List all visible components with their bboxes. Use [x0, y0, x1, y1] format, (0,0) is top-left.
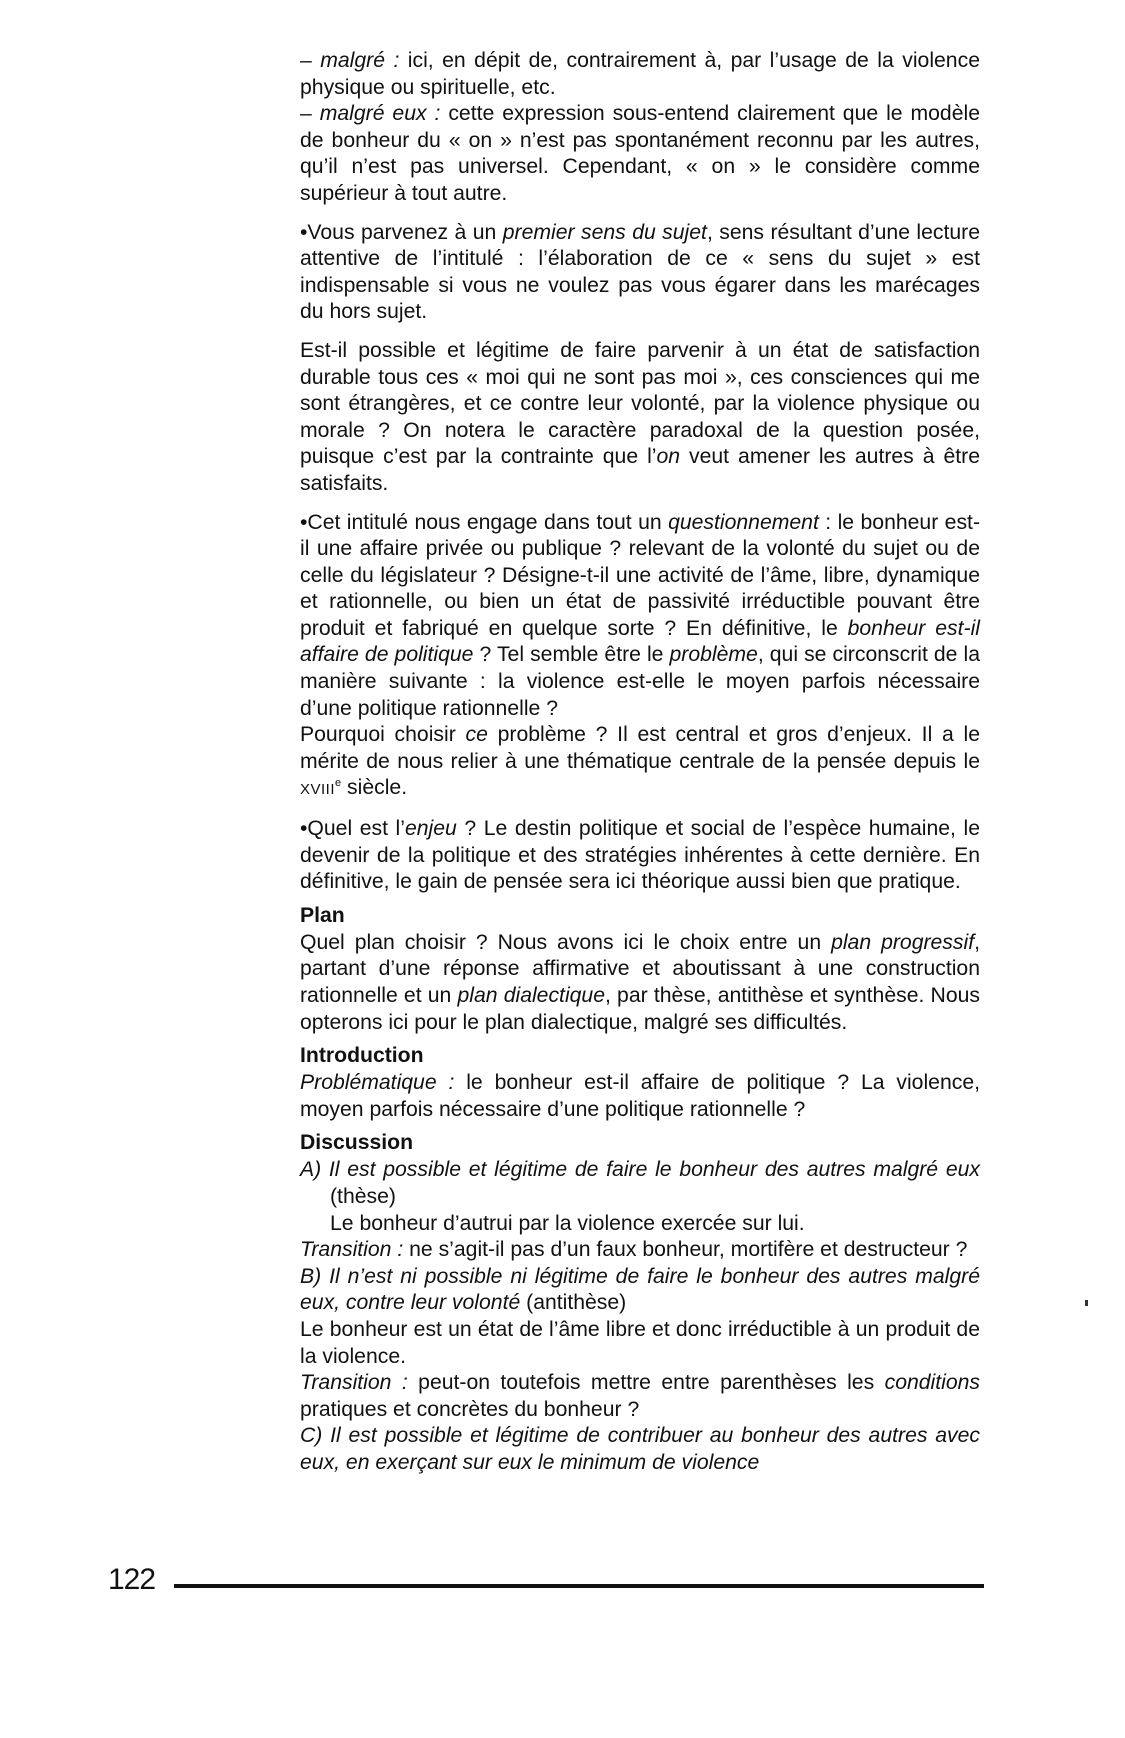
- scan-mark: [1085, 1300, 1088, 1306]
- emphasis: plan progressif: [831, 930, 975, 954]
- text-run: pratiques et concrètes du bonheur ?: [300, 1397, 640, 1421]
- page-body: [300, 48, 980, 1477]
- label-problematique: Problématique :: [300, 1071, 455, 1095]
- definition-text: ici, en dépit de, contrairement à, par l’usage de la violence physique ou spirituelle, etc.: [300, 49, 980, 99]
- superscript: e: [335, 777, 342, 790]
- text-run: Pourquoi choisir: [300, 723, 466, 747]
- century-numeral: XVIII: [300, 781, 336, 799]
- emphasis: premier sens du sujet: [502, 220, 707, 244]
- paragraph-question: [300, 338, 980, 498]
- text-run: veut amener les autres à être satisfaits.: [300, 445, 980, 495]
- section-title: A) Il est possible et légitime de faire le bonheur des autres malgré eux: [300, 1158, 980, 1182]
- text-run: peut-on toutefois mettre entre parenthèses les: [407, 1371, 885, 1395]
- transition-2: [300, 1370, 980, 1423]
- text-run: ? Le destin politique et social de l’espèce humaine, le devenir de la politique et des stratégies inhérentes à cette dernière. En définitive, le gain de pensée sera ici théorique aussi bien que pratique.: [300, 817, 980, 894]
- section-c-title: [300, 1423, 980, 1476]
- section-a-title: [300, 1157, 980, 1210]
- paragraph-problematique: [300, 1070, 980, 1123]
- emphasis: enjeu: [404, 817, 457, 841]
- text-run: : le bonheur est-il une affaire privée ou publique ? relevant de la volonté du sujet ou de celle du législateur ? Désigne-t-il une activité de l’âme, libre, dynamique et rationnelle, ou bien un état de passivité irréductible pouvant être produit et fabriqué en quelque sorte ? En définitive, le: [300, 510, 980, 640]
- term-malgre-eux: – malgré eux :: [300, 102, 441, 126]
- text-run: Est-il possible et légitime de faire parvenir à un état de satisfaction durable tous ces « moi qui ne sont pas moi », ces consciences qui me sont étrangères, et ce contre leur volonté, par la violence physique ou morale ? On notera le caractère paradoxal de la question posée, puisque c’est par la contrainte que l’: [300, 338, 980, 469]
- section-title: C) Il est possible et légitime de contribuer au bonheur des autres avec eux, en exerçant sur eux le minimum de violence: [300, 1424, 980, 1474]
- paragraph-enjeu: [300, 816, 980, 896]
- emphasis: problème: [669, 643, 758, 667]
- definition-malgre: [300, 48, 980, 101]
- definition-text: cette expression sous-entend clairement que le modèle de bonheur du « on » n’est pas spontanément reconnu par les autres, qu’il n’est pas universel. Cependant, « on » le considère comme supérieur à tout autre.: [300, 102, 980, 205]
- heading-plan: Plan: [300, 903, 345, 927]
- text-run: , sens résultant d’une lecture attentive de l’intitulé : l’élaboration de ce « sens du sujet » est indispensable si vous ne voulez pas vous égarer dans les marécages du hors sujet.: [300, 220, 980, 324]
- paragraph-pourquoi: [300, 722, 980, 804]
- text-run: siècle.: [341, 776, 408, 800]
- paragraph-questionnement: [300, 510, 980, 723]
- label-transition: Transition :: [300, 1371, 408, 1395]
- page-footer: [108, 1560, 978, 1600]
- text-run: le bonheur est-il affaire de politique ? La violence, moyen parfois nécessaire d’une politique rationnelle ?: [300, 1071, 980, 1121]
- text-run: problème ? Il est central et gros d’enjeux. Il a le mérite de nous relier à une thématique centrale de la pensée depuis le: [300, 723, 981, 773]
- emphasis: plan dialectique: [457, 984, 606, 1007]
- emphasis: questionnement: [668, 510, 819, 534]
- footer-rule: [174, 1584, 984, 1588]
- paragraph-premier-sens: [300, 220, 980, 326]
- text-run: , qui se circonscrit de la manière suivante : la violence est-elle le moyen parfois nécessaire d’une politique rationnelle ?: [300, 643, 980, 720]
- section-title: B) Il n’est ni possible ni légitime de faire le bonheur des autres malgré eux, contre leur volonté: [300, 1264, 980, 1315]
- text-run: , partant d’une réponse affirmative et aboutissant à une construction rationnelle et un: [300, 930, 980, 1007]
- text-run: (antithèse): [520, 1291, 627, 1315]
- text-run: (thèse): [330, 1184, 396, 1208]
- term-malgre: – malgré :: [300, 49, 400, 72]
- heading-discussion: Discussion: [300, 1131, 414, 1155]
- label-transition: Transition :: [300, 1238, 404, 1262]
- definition-malgre-eux: [300, 101, 980, 207]
- transition-1: [300, 1237, 980, 1264]
- text-run: , par thèse, antithèse et synthèse. Nous opterons ici pour le plan dialectique, malgré ses difficultés.: [300, 984, 981, 1034]
- emphasis: on: [656, 445, 681, 469]
- text-run: Quel plan choisir ? Nous avons ici le choix entre un: [300, 930, 832, 954]
- heading-introduction: Introduction: [300, 1044, 424, 1068]
- emphasis: ce: [465, 723, 488, 747]
- text-run: ne s’agit-il pas d’un faux bonheur, mortifère et destructeur ?: [403, 1238, 968, 1262]
- section-a-text: Le bonheur d’autrui par la violence exercée sur lui.: [330, 1211, 805, 1235]
- section-b-title: [300, 1264, 980, 1317]
- emphasis: conditions: [884, 1371, 980, 1395]
- section-b-text: Le bonheur est un état de l’âme libre et donc irréductible à un produit de la violence.: [300, 1317, 980, 1368]
- text-run: •Cet intitulé nous engage dans tout un: [300, 510, 669, 534]
- page-number: 122: [108, 1563, 156, 1596]
- text-run: ? Tel semble être le: [473, 643, 670, 667]
- emphasis: bonheur est-il affaire de politique: [300, 616, 980, 667]
- paragraph-plan: [300, 930, 980, 1036]
- text-run: •Quel est l’: [300, 817, 405, 841]
- text-run: •Vous parvenez à un: [300, 220, 503, 244]
